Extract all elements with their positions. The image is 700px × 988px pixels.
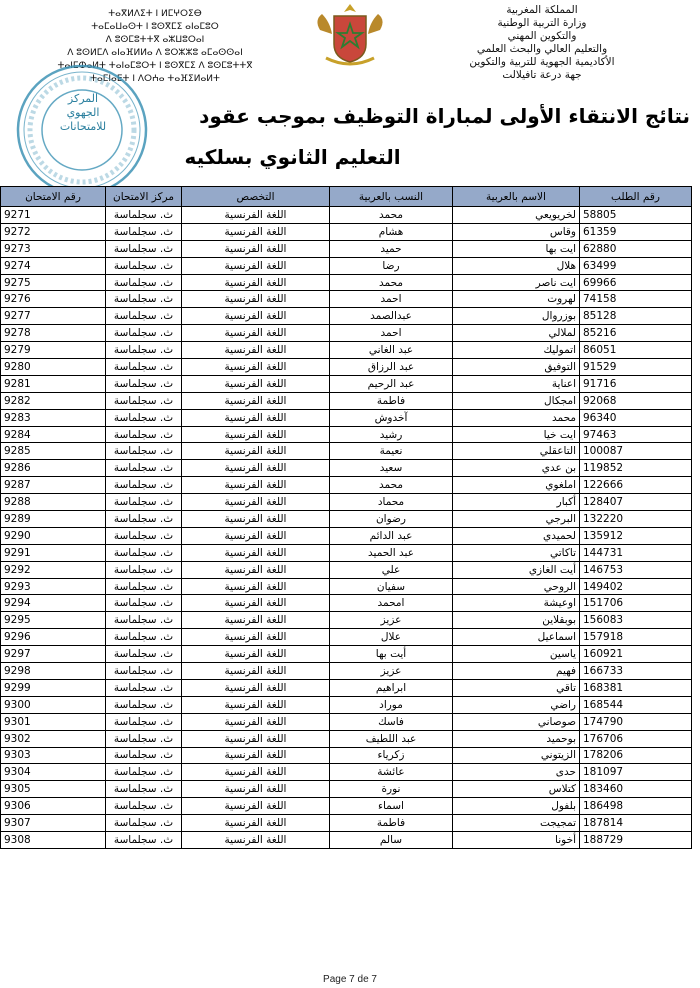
cell-first-name: أكبار bbox=[453, 494, 580, 511]
table-row bbox=[1, 764, 692, 781]
cell-last-name: موراد bbox=[330, 696, 453, 713]
cell-last-name: احمد bbox=[330, 291, 453, 308]
cell-specialty: اللغة الفرنسية bbox=[182, 561, 330, 578]
cell-specialty: اللغة الفرنسية bbox=[182, 747, 330, 764]
cell-specialty: اللغة الفرنسية bbox=[182, 409, 330, 426]
cell-last-name: امحمد bbox=[330, 595, 453, 612]
table-row bbox=[1, 798, 692, 815]
table-row bbox=[1, 815, 692, 832]
cell-exam-no: 9297 bbox=[1, 646, 106, 663]
moroccan-coat-of-arms-icon bbox=[300, 0, 400, 74]
cell-specialty: اللغة الفرنسية bbox=[182, 578, 330, 595]
cell-first-name: ايت ناصر bbox=[453, 274, 580, 291]
cell-last-name: زكرياء bbox=[330, 747, 453, 764]
cell-last-name: رضا bbox=[330, 257, 453, 274]
table-row bbox=[1, 460, 692, 477]
cell-exam-center: ث. سجلماسة bbox=[106, 595, 182, 612]
cell-specialty: اللغة الفرنسية bbox=[182, 595, 330, 612]
cell-request-no: 58805 bbox=[580, 207, 692, 224]
cell-request-no: 85128 bbox=[580, 308, 692, 325]
cell-exam-center: ث. سجلماسة bbox=[106, 460, 182, 477]
cell-request-no: 63499 bbox=[580, 257, 692, 274]
cell-request-no: 135912 bbox=[580, 527, 692, 544]
cell-exam-no: 9287 bbox=[1, 477, 106, 494]
table-row bbox=[1, 342, 692, 359]
cell-exam-center: ث. سجلماسة bbox=[106, 730, 182, 747]
cell-exam-center: ث. سجلماسة bbox=[106, 747, 182, 764]
cell-exam-no: 9279 bbox=[1, 342, 106, 359]
cell-specialty: اللغة الفرنسية bbox=[182, 764, 330, 781]
arabic-header-line: والتكوين المهني bbox=[507, 30, 577, 42]
cell-last-name: هشام bbox=[330, 223, 453, 240]
cell-request-no: 91716 bbox=[580, 375, 692, 392]
stamp-line: المركز bbox=[67, 92, 99, 105]
cell-specialty: اللغة الفرنسية bbox=[182, 359, 330, 376]
cell-exam-no: 9307 bbox=[1, 815, 106, 832]
cell-exam-no: 9273 bbox=[1, 240, 106, 257]
cell-request-no: 96340 bbox=[580, 409, 692, 426]
header-exam-center: مركز الامتحان bbox=[106, 187, 182, 207]
cell-exam-center: ث. سجلماسة bbox=[106, 831, 182, 848]
cell-exam-center: ث. سجلماسة bbox=[106, 561, 182, 578]
table-row bbox=[1, 831, 692, 848]
cell-specialty: اللغة الفرنسية bbox=[182, 240, 330, 257]
cell-exam-no: 9276 bbox=[1, 291, 106, 308]
cell-exam-no: 9294 bbox=[1, 595, 106, 612]
table-header-row bbox=[1, 187, 692, 207]
cell-exam-center: ث. سجلماسة bbox=[106, 207, 182, 224]
tifinagh-line: ⵜⴰⴳⵍⴷⵉⵜ ⵏ ⵍⵎⵖⵔⵉⴱ bbox=[108, 9, 202, 19]
cell-exam-no: 9303 bbox=[1, 747, 106, 764]
cell-specialty: اللغة الفرنسية bbox=[182, 443, 330, 460]
table-row bbox=[1, 612, 692, 629]
cell-request-no: 146753 bbox=[580, 561, 692, 578]
cell-exam-center: ث. سجلماسة bbox=[106, 494, 182, 511]
arabic-header-line: جهة درعة تافيلالت bbox=[502, 69, 582, 81]
cell-first-name: اسماعيل bbox=[453, 629, 580, 646]
cell-request-no: 188729 bbox=[580, 831, 692, 848]
cell-specialty: اللغة الفرنسية bbox=[182, 494, 330, 511]
table-row bbox=[1, 561, 692, 578]
cell-request-no: 91529 bbox=[580, 359, 692, 376]
table-row bbox=[1, 426, 692, 443]
cell-first-name: حدى bbox=[453, 764, 580, 781]
cell-first-name: هلال bbox=[453, 257, 580, 274]
table-row bbox=[1, 511, 692, 528]
cell-last-name: عبد الرحيم bbox=[330, 375, 453, 392]
cell-first-name: كتلاس bbox=[453, 781, 580, 798]
table-row bbox=[1, 477, 692, 494]
cell-exam-center: ث. سجلماسة bbox=[106, 527, 182, 544]
cell-exam-no: 9295 bbox=[1, 612, 106, 629]
cell-exam-center: ث. سجلماسة bbox=[106, 629, 182, 646]
table-row bbox=[1, 679, 692, 696]
cell-first-name: بلفول bbox=[453, 798, 580, 815]
cell-request-no: 132220 bbox=[580, 511, 692, 528]
cell-specialty: اللغة الفرنسية bbox=[182, 544, 330, 561]
table-row bbox=[1, 240, 692, 257]
cell-exam-center: ث. سجلماسة bbox=[106, 223, 182, 240]
cell-first-name: التوفيق bbox=[453, 359, 580, 376]
cell-request-no: 178206 bbox=[580, 747, 692, 764]
cell-specialty: اللغة الفرنسية bbox=[182, 291, 330, 308]
cell-last-name: أيت بها bbox=[330, 646, 453, 663]
tifinagh-line: ⵜⴰⵎⵏⴰⴹⵜ ⵏ ⴷⵔⵄⴰ ⵜⴰⴼⵉⵍⴰⵍⵜ bbox=[90, 74, 220, 84]
cell-specialty: اللغة الفرنسية bbox=[182, 713, 330, 730]
cell-exam-no: 9293 bbox=[1, 578, 106, 595]
cell-specialty: اللغة الفرنسية bbox=[182, 679, 330, 696]
cell-exam-center: ث. سجلماسة bbox=[106, 798, 182, 815]
tifinagh-line: ⴷ ⵓⵙⵎⵓⵜⵜⴳ ⴰⵣⵡⵓⵔⴰⵏ bbox=[105, 35, 205, 45]
cell-exam-no: 9285 bbox=[1, 443, 106, 460]
cell-exam-center: ث. سجلماسة bbox=[106, 443, 182, 460]
cell-last-name: علال bbox=[330, 629, 453, 646]
page-title: نتائج الانتقاء الأولى لمباراة التوظيف بموجب عقود bbox=[199, 104, 690, 128]
table-row bbox=[1, 257, 692, 274]
cell-exam-center: ث. سجلماسة bbox=[106, 781, 182, 798]
cell-request-no: 174790 bbox=[580, 713, 692, 730]
cell-last-name: فاسك bbox=[330, 713, 453, 730]
tifinagh-line: ⵜⴰⵏⵎⵀⴰⵍⵜ ⵜⴰⵏⴰⵎⵓⵔⵜ ⵏ ⵓⵙⴳⵎⵉ ⴷ ⵓⵙⵎⵓⵜⵜⴳ bbox=[57, 61, 253, 71]
table-row bbox=[1, 663, 692, 680]
cell-last-name: عبد الحميد bbox=[330, 544, 453, 561]
cell-first-name: امجكال bbox=[453, 392, 580, 409]
cell-last-name: نعيمة bbox=[330, 443, 453, 460]
cell-request-no: 168544 bbox=[580, 696, 692, 713]
table-row bbox=[1, 578, 692, 595]
cell-request-no: 157918 bbox=[580, 629, 692, 646]
table-row bbox=[1, 747, 692, 764]
cell-exam-no: 9274 bbox=[1, 257, 106, 274]
table-row bbox=[1, 494, 692, 511]
cell-exam-center: ث. سجلماسة bbox=[106, 257, 182, 274]
cell-last-name: عبد الرزاق bbox=[330, 359, 453, 376]
cell-specialty: اللغة الفرنسية bbox=[182, 207, 330, 224]
cell-exam-center: ث. سجلماسة bbox=[106, 409, 182, 426]
cell-request-no: 151706 bbox=[580, 595, 692, 612]
cell-specialty: اللغة الفرنسية bbox=[182, 223, 330, 240]
cell-exam-no: 9281 bbox=[1, 375, 106, 392]
cell-last-name: محمد bbox=[330, 274, 453, 291]
cell-request-no: 85216 bbox=[580, 325, 692, 342]
cell-first-name: تمجيجت bbox=[453, 815, 580, 832]
cell-exam-center: ث. سجلماسة bbox=[106, 375, 182, 392]
cell-request-no: 144731 bbox=[580, 544, 692, 561]
cell-request-no: 166733 bbox=[580, 663, 692, 680]
arabic-header-line: الأكاديمية الجهوية للتربية والتكوين bbox=[469, 56, 615, 68]
table-row bbox=[1, 359, 692, 376]
cell-exam-center: ث. سجلماسة bbox=[106, 274, 182, 291]
stamp-line: للامتحانات bbox=[59, 120, 107, 133]
cell-specialty: اللغة الفرنسية bbox=[182, 646, 330, 663]
cell-specialty: اللغة الفرنسية bbox=[182, 257, 330, 274]
table-row bbox=[1, 409, 692, 426]
cell-exam-no: 9283 bbox=[1, 409, 106, 426]
stamp-line: الجهوي bbox=[66, 106, 100, 119]
cell-first-name: فهيم bbox=[453, 663, 580, 680]
cell-request-no: 122666 bbox=[580, 477, 692, 494]
cell-last-name: عبد الغاني bbox=[330, 342, 453, 359]
cell-specialty: اللغة الفرنسية bbox=[182, 460, 330, 477]
table-row bbox=[1, 730, 692, 747]
cell-exam-no: 9290 bbox=[1, 527, 106, 544]
cell-exam-no: 9302 bbox=[1, 730, 106, 747]
cell-first-name: بوبقلاين bbox=[453, 612, 580, 629]
cell-exam-no: 9308 bbox=[1, 831, 106, 848]
table-row bbox=[1, 646, 692, 663]
cell-exam-no: 9292 bbox=[1, 561, 106, 578]
table-row bbox=[1, 291, 692, 308]
cell-exam-center: ث. سجلماسة bbox=[106, 764, 182, 781]
cell-specialty: اللغة الفرنسية bbox=[182, 511, 330, 528]
arabic-header-line: وزارة التربية الوطنية bbox=[497, 17, 587, 29]
cell-first-name: تاقي bbox=[453, 679, 580, 696]
cell-exam-center: ث. سجلماسة bbox=[106, 308, 182, 325]
table-row bbox=[1, 308, 692, 325]
cell-request-no: 69966 bbox=[580, 274, 692, 291]
cell-exam-center: ث. سجلماسة bbox=[106, 240, 182, 257]
cell-exam-center: ث. سجلماسة bbox=[106, 713, 182, 730]
cell-exam-no: 9291 bbox=[1, 544, 106, 561]
cell-exam-no: 9289 bbox=[1, 511, 106, 528]
stamp-text bbox=[44, 92, 122, 134]
cell-last-name: نورة bbox=[330, 781, 453, 798]
cell-last-name: سالم bbox=[330, 831, 453, 848]
table-row bbox=[1, 781, 692, 798]
header-first-name: الاسم بالعربية bbox=[453, 187, 580, 207]
cell-request-no: 183460 bbox=[580, 781, 692, 798]
cell-request-no: 74158 bbox=[580, 291, 692, 308]
cell-request-no: 160921 bbox=[580, 646, 692, 663]
cell-last-name: سفيان bbox=[330, 578, 453, 595]
cell-exam-center: ث. سجلماسة bbox=[106, 646, 182, 663]
table-row bbox=[1, 544, 692, 561]
cell-exam-no: 9282 bbox=[1, 392, 106, 409]
cell-first-name: اتموليك bbox=[453, 342, 580, 359]
cell-exam-no: 9296 bbox=[1, 629, 106, 646]
cell-last-name: ابراهيم bbox=[330, 679, 453, 696]
cell-first-name: اوعيشة bbox=[453, 595, 580, 612]
cell-request-no: 181097 bbox=[580, 764, 692, 781]
cell-exam-no: 9275 bbox=[1, 274, 106, 291]
cell-last-name: فاطمة bbox=[330, 392, 453, 409]
cell-request-no: 156083 bbox=[580, 612, 692, 629]
cell-specialty: اللغة الفرنسية bbox=[182, 798, 330, 815]
cell-first-name: الروحي bbox=[453, 578, 580, 595]
cell-exam-no: 9304 bbox=[1, 764, 106, 781]
cell-first-name: بوزروال bbox=[453, 308, 580, 325]
cell-first-name: اعناية bbox=[453, 375, 580, 392]
cell-specialty: اللغة الفرنسية bbox=[182, 696, 330, 713]
cell-last-name: عبدالصمد bbox=[330, 308, 453, 325]
cell-last-name: حميد bbox=[330, 240, 453, 257]
header-request-no: رقم الطلب bbox=[580, 187, 692, 207]
cell-exam-center: ث. سجلماسة bbox=[106, 612, 182, 629]
cell-request-no: 61359 bbox=[580, 223, 692, 240]
cell-exam-no: 9298 bbox=[1, 663, 106, 680]
cell-exam-center: ث. سجلماسة bbox=[106, 815, 182, 832]
header-last-name: النسب بالعربية bbox=[330, 187, 453, 207]
cell-exam-no: 9306 bbox=[1, 798, 106, 815]
cell-specialty: اللغة الفرنسية bbox=[182, 308, 330, 325]
cell-request-no: 187814 bbox=[580, 815, 692, 832]
table-row bbox=[1, 392, 692, 409]
header-exam-no: رقم الامتحان bbox=[1, 187, 106, 207]
cell-specialty: اللغة الفرنسية bbox=[182, 392, 330, 409]
cell-last-name: عائشة bbox=[330, 764, 453, 781]
cell-exam-no: 9299 bbox=[1, 679, 106, 696]
cell-exam-center: ث. سجلماسة bbox=[106, 359, 182, 376]
cell-exam-center: ث. سجلماسة bbox=[106, 325, 182, 342]
cell-last-name: محمد bbox=[330, 207, 453, 224]
page-number: Page 7 de 7 bbox=[323, 974, 377, 985]
cell-exam-no: 9288 bbox=[1, 494, 106, 511]
cell-last-name: اسماء bbox=[330, 798, 453, 815]
table-row bbox=[1, 325, 692, 342]
cell-exam-no: 9277 bbox=[1, 308, 106, 325]
cell-specialty: اللغة الفرنسية bbox=[182, 274, 330, 291]
cell-specialty: اللغة الفرنسية bbox=[182, 477, 330, 494]
cell-first-name: لخريويعي bbox=[453, 207, 580, 224]
table-row bbox=[1, 274, 692, 291]
cell-last-name: رضوان bbox=[330, 511, 453, 528]
tifinagh-line: ⴷ ⵓⵙⵍⵎⴷ ⴰⵏⴰⴼⵍⵍⴰ ⴷ ⵓⵔⵣⵣⵓ ⴰⵎⴰⵙⵙⴰⵏ bbox=[67, 48, 243, 58]
header-arabic bbox=[392, 4, 692, 82]
cell-first-name: التاعقلي bbox=[453, 443, 580, 460]
results-table bbox=[0, 186, 692, 849]
cell-last-name: عبد الدائم bbox=[330, 527, 453, 544]
cell-last-name: عزيز bbox=[330, 663, 453, 680]
cell-last-name: آخدوش bbox=[330, 409, 453, 426]
cell-exam-center: ث. سجلماسة bbox=[106, 544, 182, 561]
cell-last-name: محمد bbox=[330, 477, 453, 494]
cell-exam-center: ث. سجلماسة bbox=[106, 426, 182, 443]
cell-specialty: اللغة الفرنسية bbox=[182, 325, 330, 342]
cell-exam-center: ث. سجلماسة bbox=[106, 291, 182, 308]
cell-exam-no: 9271 bbox=[1, 207, 106, 224]
cell-exam-no: 9272 bbox=[1, 223, 106, 240]
cell-first-name: أيت الغازي bbox=[453, 561, 580, 578]
cell-first-name: ياسين bbox=[453, 646, 580, 663]
table-row bbox=[1, 595, 692, 612]
table-row bbox=[1, 443, 692, 460]
cell-specialty: اللغة الفرنسية bbox=[182, 815, 330, 832]
cell-specialty: اللغة الفرنسية bbox=[182, 663, 330, 680]
cell-request-no: 176706 bbox=[580, 730, 692, 747]
cell-request-no: 128407 bbox=[580, 494, 692, 511]
cell-specialty: اللغة الفرنسية bbox=[182, 730, 330, 747]
cell-request-no: 149402 bbox=[580, 578, 692, 595]
cell-first-name: راضي bbox=[453, 696, 580, 713]
cell-first-name: لهروت bbox=[453, 291, 580, 308]
cell-first-name: أخونا bbox=[453, 831, 580, 848]
cell-first-name: الزيتوني bbox=[453, 747, 580, 764]
cell-first-name: بن عدي bbox=[453, 460, 580, 477]
cell-first-name: بوحميد bbox=[453, 730, 580, 747]
cell-specialty: اللغة الفرنسية bbox=[182, 426, 330, 443]
cell-first-name: ايت بها bbox=[453, 240, 580, 257]
tifinagh-line: ⵜⴰⵎⴰⵡⴰⵙⵜ ⵏ ⵓⵙⴳⵎⵉ ⴰⵏⴰⵎⵓⵔ bbox=[91, 22, 219, 32]
cell-exam-no: 9300 bbox=[1, 696, 106, 713]
cell-specialty: اللغة الفرنسية bbox=[182, 831, 330, 848]
table-row bbox=[1, 223, 692, 240]
header-specialty: التخصص bbox=[182, 187, 330, 207]
cell-first-name: لملالي bbox=[453, 325, 580, 342]
cell-exam-center: ث. سجلماسة bbox=[106, 477, 182, 494]
cell-last-name: علي bbox=[330, 561, 453, 578]
cell-exam-no: 9278 bbox=[1, 325, 106, 342]
cell-request-no: 86051 bbox=[580, 342, 692, 359]
cell-first-name: لحميدي bbox=[453, 527, 580, 544]
cell-last-name: عزيز bbox=[330, 612, 453, 629]
table-row bbox=[1, 207, 692, 224]
cell-first-name: البرجي bbox=[453, 511, 580, 528]
cell-exam-no: 9284 bbox=[1, 426, 106, 443]
cell-first-name: املغوي bbox=[453, 477, 580, 494]
cell-exam-center: ث. سجلماسة bbox=[106, 392, 182, 409]
table-row bbox=[1, 527, 692, 544]
cell-specialty: اللغة الفرنسية bbox=[182, 342, 330, 359]
cell-exam-center: ث. سجلماسة bbox=[106, 511, 182, 528]
cell-exam-center: ث. سجلماسة bbox=[106, 696, 182, 713]
cell-first-name: صوصاني bbox=[453, 713, 580, 730]
cell-exam-no: 9280 bbox=[1, 359, 106, 376]
page-subtitle: التعليم الثانوي بسلكيه bbox=[184, 145, 401, 169]
cell-first-name: تاكاتي bbox=[453, 544, 580, 561]
cell-exam-center: ث. سجلماسة bbox=[106, 679, 182, 696]
arabic-header-line: والتعليم العالي والبحث العلمي bbox=[476, 43, 608, 55]
table-row bbox=[1, 696, 692, 713]
cell-last-name: عبد اللطيف bbox=[330, 730, 453, 747]
cell-specialty: اللغة الفرنسية bbox=[182, 612, 330, 629]
arabic-header-line: المملكة المغربية bbox=[506, 4, 578, 16]
cell-exam-center: ث. سجلماسة bbox=[106, 342, 182, 359]
cell-exam-center: ث. سجلماسة bbox=[106, 578, 182, 595]
cell-request-no: 100087 bbox=[580, 443, 692, 460]
cell-last-name: سعيد bbox=[330, 460, 453, 477]
table-row bbox=[1, 375, 692, 392]
cell-last-name: فاطمة bbox=[330, 815, 453, 832]
cell-request-no: 62880 bbox=[580, 240, 692, 257]
cell-last-name: رشيد bbox=[330, 426, 453, 443]
cell-request-no: 186498 bbox=[580, 798, 692, 815]
cell-exam-center: ث. سجلماسة bbox=[106, 663, 182, 680]
cell-request-no: 97463 bbox=[580, 426, 692, 443]
cell-specialty: اللغة الفرنسية bbox=[182, 375, 330, 392]
table-row bbox=[1, 629, 692, 646]
cell-request-no: 119852 bbox=[580, 460, 692, 477]
cell-request-no: 92068 bbox=[580, 392, 692, 409]
cell-specialty: اللغة الفرنسية bbox=[182, 527, 330, 544]
cell-first-name: ايت خيا bbox=[453, 426, 580, 443]
cell-specialty: اللغة الفرنسية bbox=[182, 781, 330, 798]
cell-specialty: اللغة الفرنسية bbox=[182, 629, 330, 646]
cell-exam-no: 9301 bbox=[1, 713, 106, 730]
cell-first-name: محمد bbox=[453, 409, 580, 426]
cell-request-no: 168381 bbox=[580, 679, 692, 696]
cell-last-name: محماد bbox=[330, 494, 453, 511]
cell-exam-no: 9286 bbox=[1, 460, 106, 477]
cell-first-name: وقاس bbox=[453, 223, 580, 240]
cell-exam-no: 9305 bbox=[1, 781, 106, 798]
cell-last-name: احمد bbox=[330, 325, 453, 342]
table-row bbox=[1, 713, 692, 730]
